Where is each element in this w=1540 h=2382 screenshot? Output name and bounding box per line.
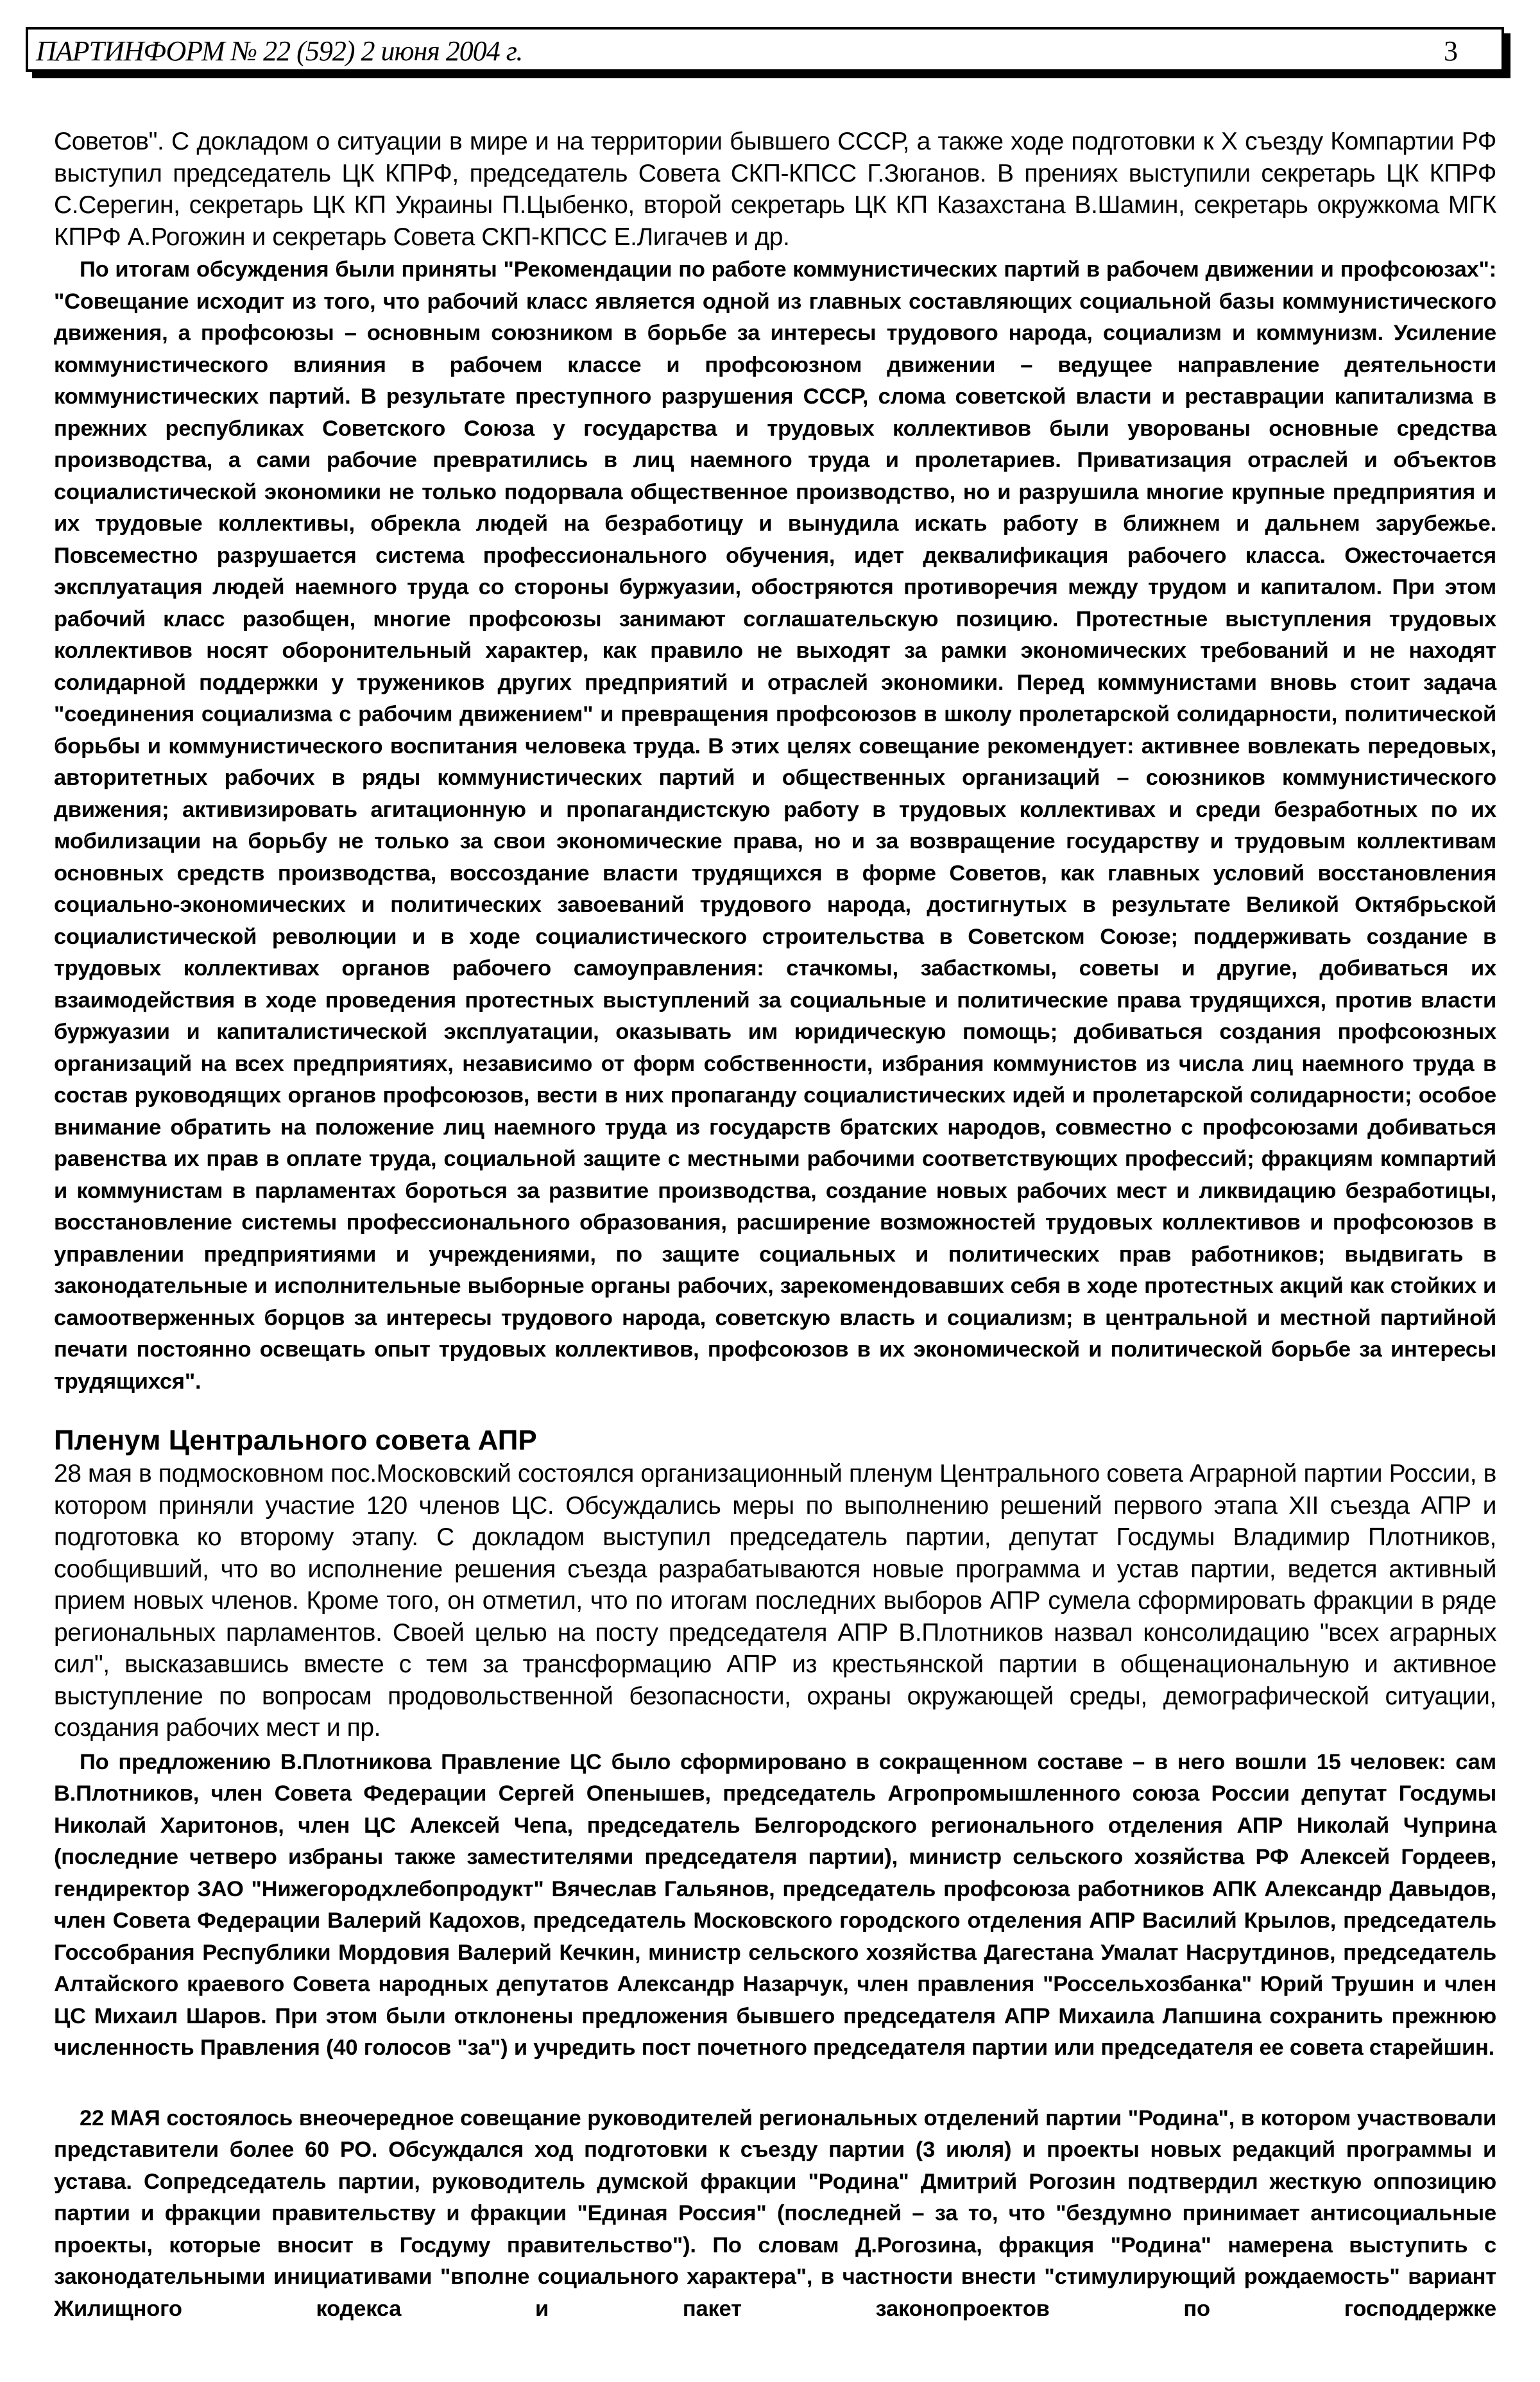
article-paragraph: 22 МАЯ состоялось внеочередное совещание руководителей региональных отделений партии "Родина", в котором участвовали представители более 60 РО. Обсуждался ход подготовки к съезду партии (3 июля) и проекты новых редакций программы и устава. Сопредседатель партии, руководитель думской фракции "Родина" Дмитрий Рогозин подтвердил жесткую оппозицию партии и фракции правительству и фракции "Единая Россия" (последней – за то, что "бездумно принимает антисоциальные проекты, которые вносит в Госдуму правительство"). По словам Д.Рогозина, фракция "Родина" намерена выступить с законодательными инициативами "вполне социального характера", в частности внести "стимулирующий рождаемость" вариант Жилищного кодекса и пакет законопроектов по господдержке: [54, 2105, 1496, 2321]
publication-title: ПАРТИНФОРМ № 22 (592) 2 июня 2004 г.: [36, 35, 523, 67]
page-content: [54, 126, 1496, 2325]
article-paragraph-recommendations: По итогам обсуждения были приняты "Рекомендации по работе коммунистических партий в рабочем движении и профсоюзах": "Совещание исходит из того, что рабочий класс является одной из главных составляющих социальной базы коммунистического движения, а профсоюзы – основным союзником в борьбе за интересы трудового народа, социализм и коммунизм. Усиление коммунистического влияния в рабочем классе и профсоюзном движении – ведущее направление деятельности коммунистических партий. В результате преступного разрушения СССР, слома советской власти и реставрации капитализма в прежних республиках Советского Союза у государства и трудовых коллективов были уворованы основные средства производства, а сами рабочие превратились в лиц наемного труда и пролетариев. Приватизация отраслей и объектов социалистической экономики не только подорвала общественное производство, но и разрушила многие крупные предприятия и их трудовые коллективы, обрекла людей на безработицу и вынудила искать работу в ближнем и дальнем зарубежье. Повсеместно разрушается система профессионального обучения, идет деквалификация рабочего класса. Ожесточается эксплуатация людей наемного труда со стороны буржуазии, обостряются противоречия между трудом и капиталом. При этом рабочий класс разобщен, многие профсоюзы занимают соглашательскую позицию. Протестные выступления трудовых коллективов носят оборонительный характер, как правило не выходят за рамки экономических требований и не находят солидарной поддержки у тружеников других предприятий и отраслей экономики. Перед коммунистами вновь стоит задача "соединения социализма с рабочим движением" и превращения профсоюзов в школу пролетарской солидарности, политической борьбы и коммунистического воспитания человека труда. В этих целях совещание рекомендует: активнее вовлекать передовых, авторитетных рабочих в ряды коммунистических партий и общественных организаций – союзников коммунистического движения; активизировать агитационную и пропагандистскую работу в трудовых коллективах и среди безработных по их мобилизации на борьбу не только за свои экономические права, но и за возвращение государству и трудовым коллективам основных средств производства, воссоздание власти трудящихся в форме Советов, как главных условий восстановления социально-экономических и политических завоеваний трудового народа, достигнутых в результате Великой Октябрьской социалистической революции и в ходе социалистического строительства в Советском Союзе; поддерживать создание в трудовых коллективах органов рабочего самоуправления: стачкомы, забасткомы, советы и другие, добиваться их взаимодействия в ходе проведения протестных выступлений за социальные и политические права трудящихся, против власти буржуазии и капиталистической эксплуатации, оказывать им юридическую помощь; добиваться создания профсоюзных организаций на всех предприятиях, независимо от форм собственности, избрания коммунистов из числа лиц наемного труда в состав руководящих органов профсоюзов, вести в них пропаганду социалистических идей и пролетарской солидарности; особое внимание обратить на положение лиц наемного труда из государств братских народов, совместно с профсоюзами добиваться равенства их прав в оплате труда, социальной защите с местными рабочими соответствующих профессий; фракциям компартий и коммунистам в парламентах бороться за развитие производства, создание новых рабочих мест и ликвидацию безработицы, восстановление системы профессионального образования, расширение возможностей трудовых коллективов и профсоюзов в управлении предприятиями и учреждениями, по защите социальных и политических прав работников; выдвигать в законодательные и исполнительные выборные органы рабочих, зарекомендовавших себя в ходе протестных акций как стойких и самоотверженных борцов за интересы трудового народа, советскую власть и социализм; в центральной и местной партийной печати постоянно освещать опыт трудовых коллективов, профсоюзов в их экономической и политической борьбе за интересы трудящихся".: [54, 257, 1496, 1394]
page-header: [26, 27, 1504, 72]
article-heading: Пленум Центрального совета АПР: [54, 1425, 537, 1456]
article-paragraph: Советов". С докладом о ситуации в мире и на территории бывшего СССР, а также ходе подготовки к Х съезду Компартии РФ выступил председатель ЦК КПРФ, председатель Совета СКП-КПСС Г.Зюганов. В прениях выступили секретарь ЦК КПРФ С.Серегин, секретарь ЦК КП Украины П.Цыбенко, второй секретарь ЦК КП Казахстана В.Шамин, секретарь окружкома МГК КПРФ А.Рогожин и секретарь Совета СКП-КПСС Е.Лигачев и др.: [54, 128, 1496, 251]
page-number: 3: [1444, 35, 1458, 67]
article-paragraph: 28 мая в подмосковном пос.Московский состоялся организационный пленум Центрального совета Аграрной партии России, в котором приняли участие 120 членов ЦС. Обсуждались меры по выполнению решений первого этапа XII съезда АПР и подготовка ко второму этапу. С докладом выступил председатель партии, депутат Госдумы Владимир Плотников, сообщивший, что во исполнение решения съезда разрабатываются новые программа и устав партии, ведется активный прием новых членов. Кроме того, он отметил, что по итогам последних выборов АПР сумела сформировать фракции в ряде региональных парламентов. Своей целью на посту председателя АПР В.Плотников назвал консолидацию "всех аграрных сил", высказавшись вместе с тем за трансформацию АПР из крестьянской партии в общенациональную и активное выступление по вопросам продовольственной безопасности, охраны окружающей среды, демографической ситуации, создания рабочих мест и пр.: [54, 1460, 1496, 1742]
article-paragraph: По предложению В.Плотникова Правление ЦС было сформировано в сокращенном составе – в него вошли 15 человек: сам В.Плотников, член Совета Федерации Сергей Опенышев, председатель Агропромышленного союза России депутат Госдумы Николай Харитонов, член ЦС Алексей Чепа, председатель Белгородского регионального отделения АПР Николай Чуприна (последние четверо избраны также заместителями председателя партии), министр сельского хозяйства РФ Алексей Гордеев, гендиректор ЗАО "Нижегородхлебопродукт" Вячеслав Гальянов, председатель профсоюза работников АПК Александр Давыдов, член Совета Федерации Валерий Кадохов, председатель Московского городского отделения АПР Василий Крылов, председатель Госсобрания Республики Мордовия Валерий Кечкин, министр сельского хозяйства Дагестана Умалат Насрутдинов, председатель Алтайского краевого Совета народных депутатов Александр Назарчук, член правления "Россельхозбанка" Юрий Трушин и член ЦС Михаил Шаров. При этом были отклонены предложения бывшего председателя АПР Михаила Лапшина сохранить прежнюю численность Правления (40 голосов "за") и учредить пост почетного председателя партии или председателя ее совета старейшин.: [54, 1749, 1496, 2060]
